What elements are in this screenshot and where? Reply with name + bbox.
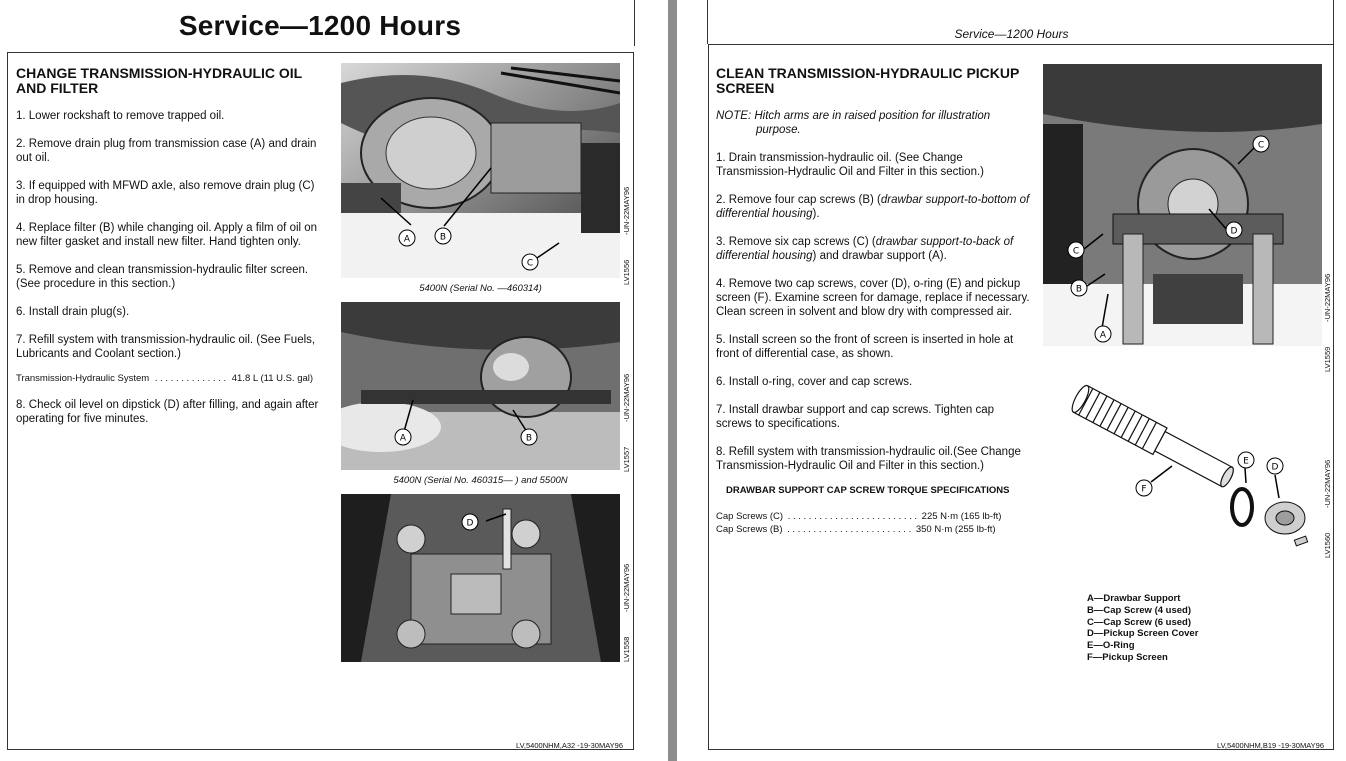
svg-text:B: B <box>439 232 447 243</box>
capacity-value: 41.8 L (11 U.S. gal) <box>231 373 314 384</box>
step-4: 4. Remove two cap screws, cover (D), o-ring (E) and pickup screen (F). Examine screen for damage, replace if necessary. Clean screen in solvent and blow dry with compressed air. <box>716 278 1030 318</box>
frame-top <box>7 52 634 53</box>
capacity-spec <box>16 372 326 385</box>
callout-a <box>1094 325 1112 346</box>
right-page <box>677 0 1346 761</box>
frame-top <box>708 44 1334 45</box>
frame-left <box>708 44 709 749</box>
photo2-caption: 5400N (Serial No. 460315— ) and 5500N <box>393 475 568 486</box>
step-3 <box>716 235 1031 263</box>
page-footer: LV,5400NHM,A32 -19-30MAY96 <box>516 741 624 750</box>
section-title: CLEAN TRANSMISSION-HYDRAULIC PICKUP SCREEN <box>716 65 1020 96</box>
torque-label: Cap Screws (B) <box>716 524 783 535</box>
torque-title: DRAWBAR SUPPORT CAP SCREW TORQUE SPECIFICATIONS <box>726 485 1010 496</box>
callout-c <box>521 253 539 275</box>
photo1-id: LV1556 <box>622 259 631 285</box>
torque-table <box>716 510 1031 536</box>
photo-filter <box>341 302 620 470</box>
callout-b <box>434 227 452 249</box>
step-6: 6. Install drain plug(s). <box>16 306 130 318</box>
parts-legend <box>1087 593 1198 664</box>
torque-value: 350 N·m (255 lb-ft) <box>915 524 996 535</box>
photo1-id: LV1559 <box>1323 346 1332 372</box>
section-title: CHANGE TRANSMISSION-HYDRAULIC OIL AND FILTER <box>16 65 302 96</box>
step-3-end: ) and drawbar support (A). <box>812 250 947 262</box>
page-gutter <box>668 0 677 761</box>
step-4: 4. Replace filter (B) while changing oil. Apply a film of oil on new filter gasket and install new filter. Hand tighten only. <box>16 222 318 248</box>
step-7: 7. Refill system with transmission-hydraulic oil. (See Fuels, Lubricants and Coolant section.) <box>16 334 316 360</box>
callout-a <box>394 428 412 450</box>
callout-b <box>1070 279 1088 301</box>
left-text-column <box>16 66 326 426</box>
svg-text:B: B <box>525 433 533 444</box>
step-1: 1. Drain transmission-hydraulic oil. (See Change Transmission-Hydraulic Oil and Filter in this section.) <box>716 152 984 178</box>
photo3-date: -UN-22MAY96 <box>622 563 631 612</box>
svg-text:A: A <box>403 234 411 245</box>
torque-value: 225 N·m (165 lb-ft) <box>921 511 1002 522</box>
legend-item: C—Cap Screw (6 used) <box>1087 616 1191 628</box>
photo1-caption: 5400N (Serial No. —460314) <box>419 283 542 294</box>
photo3-id: LV1558 <box>622 636 631 662</box>
svg-text:E: E <box>1243 456 1249 467</box>
callout-d <box>461 513 479 535</box>
note: NOTE: Hitch arms are in raised position for illustration purpose. <box>716 110 991 136</box>
photo2-date: -UN-22MAY96 <box>622 373 631 422</box>
callout-c <box>1067 241 1085 263</box>
page-header-title: Service—1200 Hours <box>178 10 462 41</box>
photo2-id: LV1557 <box>622 446 631 472</box>
torque-row <box>716 523 1031 536</box>
step-2-text: 2. Remove four cap screws (B) ( <box>716 194 881 206</box>
callout-c <box>1252 135 1270 157</box>
photo2-id: LV1560 <box>1323 532 1332 558</box>
left-page <box>0 0 668 761</box>
legend-item: D—Pickup Screen Cover <box>1087 628 1199 640</box>
photo-dipstick <box>341 494 620 662</box>
step-2-end: ). <box>812 208 820 220</box>
step-2-italic: drawbar support-to-bottom of differential housing <box>716 194 1030 220</box>
step-1: 1. Lower rockshaft to remove trapped oil. <box>16 110 225 122</box>
callout-e <box>1237 451 1255 473</box>
callout-a <box>398 229 416 251</box>
photo2-date: -UN-22MAY96 <box>1323 459 1332 508</box>
step-5: 5. Install screen so the front of screen is inserted in hole at front of differential case, as shown. <box>716 334 1014 360</box>
right-text-column <box>716 66 1031 536</box>
torque-label: Cap Screws (C) <box>716 511 784 522</box>
svg-text:A: A <box>399 433 407 444</box>
legend-item: A—Drawbar Support <box>1087 593 1181 604</box>
photo1-date: -UN-22MAY96 <box>622 186 631 235</box>
capacity-dots: . . . . . . . . . . . . . . <box>154 373 227 384</box>
callout-d <box>1225 221 1243 243</box>
svg-text:C: C <box>526 258 534 269</box>
callout-b <box>520 428 538 450</box>
callout-d <box>1266 457 1284 479</box>
legend-item: B—Cap Screw (4 used) <box>1087 604 1191 616</box>
photo-drawbar-support <box>1043 64 1322 346</box>
step-2 <box>716 193 1031 221</box>
photo1-date: -UN-22MAY96 <box>1323 273 1332 322</box>
page-header-title: Service—1200 Hours <box>954 27 1069 41</box>
callout-f <box>1135 479 1153 501</box>
legend-item: E—O-Ring <box>1087 640 1135 652</box>
svg-text:C: C <box>1257 140 1265 151</box>
step-5: 5. Remove and clean transmission-hydraulic filter screen. (See procedure in this section.) <box>16 264 309 290</box>
torque-dots: . . . . . . . . . . . . . . . . . . . . . . . . <box>787 524 912 535</box>
frame-left <box>7 52 8 749</box>
svg-text:B: B <box>1075 284 1083 295</box>
step-3-text: 3. Remove six cap screws (C) ( <box>716 236 876 248</box>
legend-item: F—Pickup Screen <box>1087 651 1168 663</box>
step-6: 6. Install o-ring, cover and cap screws. <box>716 376 913 388</box>
step-2: 2. Remove drain plug from transmission case (A) and drain out oil. <box>16 138 317 164</box>
svg-text:D: D <box>1271 462 1279 473</box>
frame-right <box>633 52 634 749</box>
photo-transmission-case <box>341 63 620 278</box>
step-7: 7. Install drawbar support and cap screws. Tighten cap screws to specifications. <box>716 404 995 430</box>
step-3: 3. If equipped with MFWD axle, also remove drain plug (C) in drop housing. <box>16 180 315 206</box>
svg-text:D: D <box>466 518 474 529</box>
capacity-label: Transmission-Hydraulic System <box>16 373 150 384</box>
step-3-italic: drawbar support-to-back of differential housing <box>716 236 1014 262</box>
step-8: 8. Check oil level on dipstick (D) after filling, and again after operating for five minutes. <box>16 399 319 425</box>
svg-text:A: A <box>1099 330 1107 341</box>
torque-dots: . . . . . . . . . . . . . . . . . . . . . . . . . <box>787 511 918 522</box>
svg-text:C: C <box>1072 246 1080 257</box>
svg-text:D: D <box>1230 226 1238 237</box>
illustration-pickup-screen <box>1057 380 1325 570</box>
torque-row <box>716 510 1031 523</box>
frame-right <box>1333 44 1334 749</box>
svg-text:F: F <box>1141 484 1147 495</box>
step-8: 8. Refill system with transmission-hydraulic oil.(See Change Transmission-Hydraulic Oil and Filter in this section.) <box>716 446 1021 472</box>
page-footer: LV,5400NHM,B19 -19-30MAY96 <box>1217 741 1325 750</box>
